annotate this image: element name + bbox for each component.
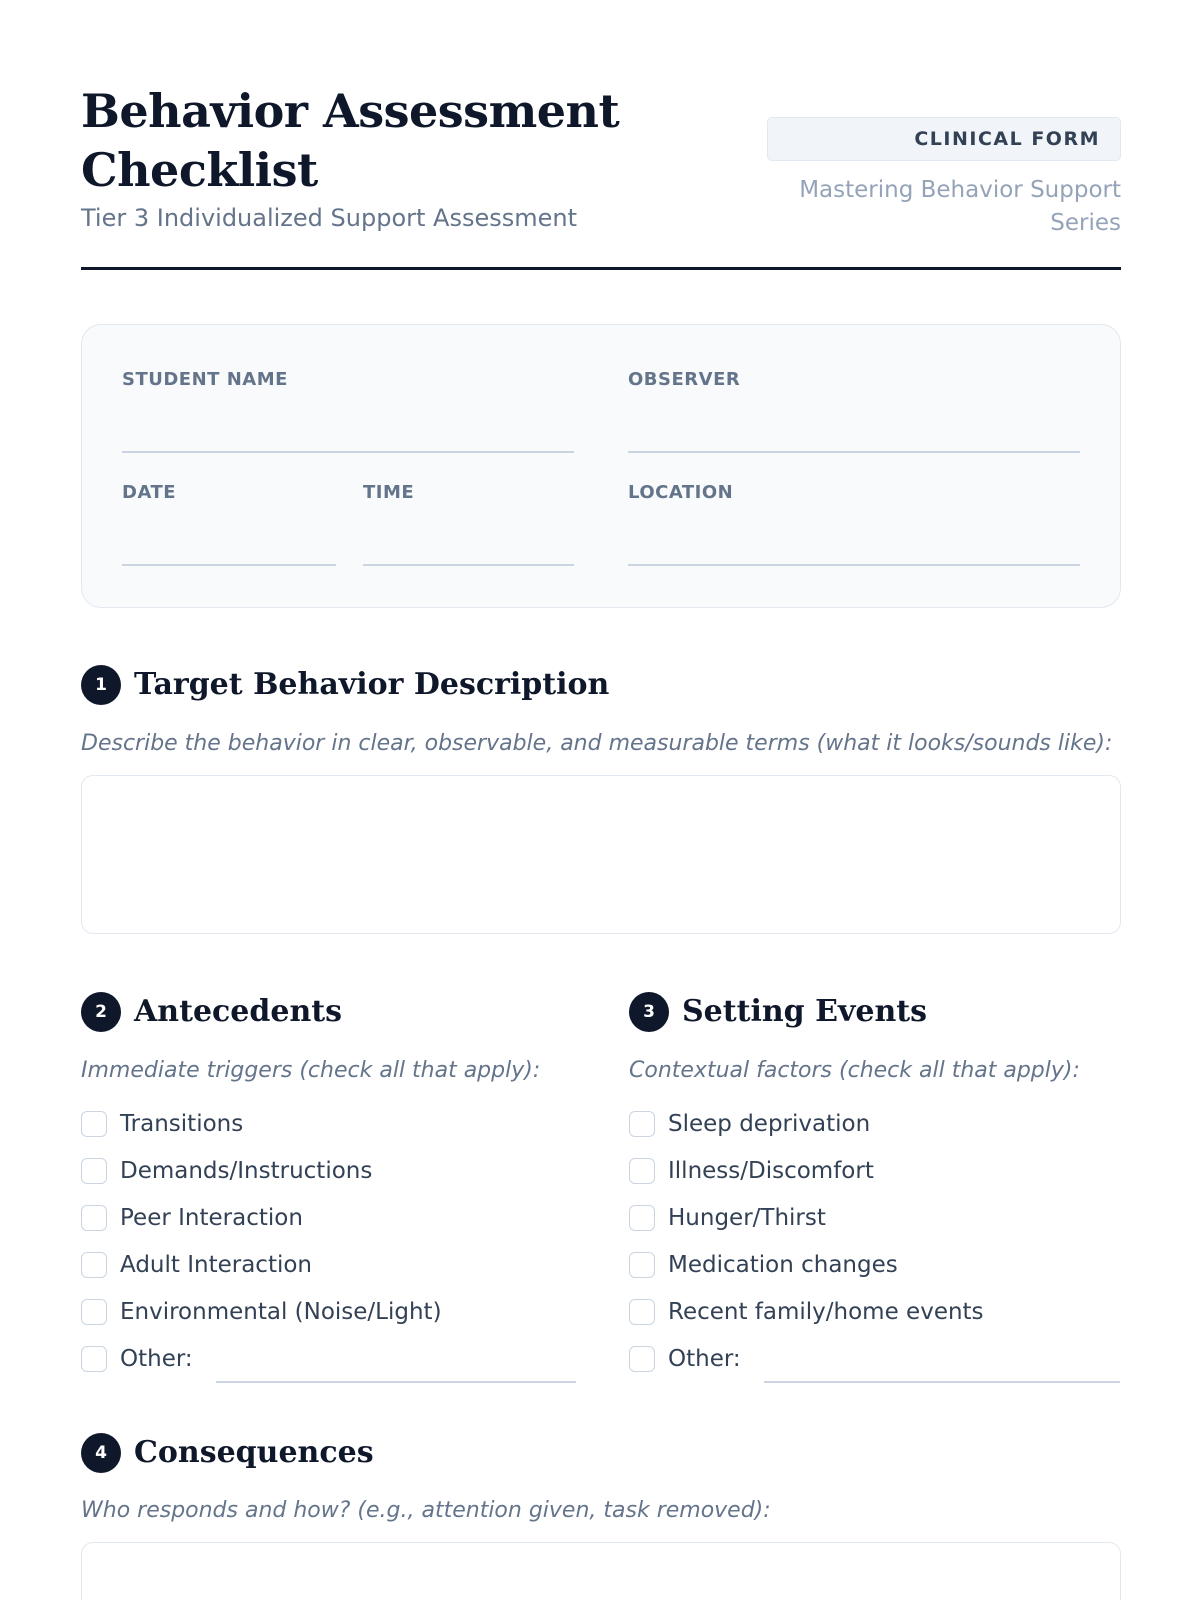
section-title: Target Behavior Description: [134, 667, 610, 702]
consequences-prompt: Who responds and how? (e.g., attention given, task removed):: [81, 1498, 771, 1523]
list-item[interactable]: [629, 1345, 1125, 1373]
list-item[interactable]: [629, 1157, 1125, 1185]
checkbox-label: Medication changes: [668, 1252, 898, 1278]
checkbox[interactable]: [81, 1205, 107, 1231]
checkbox[interactable]: [81, 1158, 107, 1184]
checkbox[interactable]: [81, 1346, 107, 1372]
section-target-behavior: [81, 665, 1121, 707]
section-title: Setting Events: [682, 994, 928, 1029]
student-name-label: STUDENT NAME: [122, 369, 288, 390]
checkbox-label: Environmental (Noise/Light): [120, 1299, 442, 1325]
checkbox[interactable]: [629, 1205, 655, 1231]
observer-field[interactable]: [628, 451, 1080, 453]
form-subtitle: Tier 3 Individualized Support Assessment: [81, 204, 577, 232]
list-item[interactable]: [629, 1110, 1125, 1138]
checkbox-label: Demands/Instructions: [120, 1158, 373, 1184]
other-text-field[interactable]: [764, 1381, 1120, 1383]
target-behavior-textarea[interactable]: [81, 775, 1121, 934]
list-item[interactable]: [81, 1204, 577, 1232]
checkbox-label: Adult Interaction: [120, 1252, 313, 1278]
section-title: Antecedents: [134, 994, 343, 1029]
setting-events-prompt: Contextual factors (check all that apply):: [629, 1058, 1080, 1083]
location-label: LOCATION: [628, 482, 734, 503]
list-item[interactable]: [629, 1251, 1125, 1279]
checkbox[interactable]: [81, 1111, 107, 1137]
section-antecedents: [81, 992, 577, 1034]
section-number: 4: [81, 1433, 121, 1473]
checkbox-label: Illness/Discomfort: [668, 1158, 874, 1184]
list-item[interactable]: [81, 1157, 577, 1185]
section-number: 2: [81, 992, 121, 1032]
checkbox[interactable]: [629, 1346, 655, 1372]
observer-label: OBSERVER: [628, 369, 741, 390]
checkbox[interactable]: [81, 1299, 107, 1325]
section-consequences: [81, 1433, 1121, 1475]
checkbox-label: Transitions: [120, 1111, 244, 1137]
section-number: 3: [629, 992, 669, 1032]
checkbox[interactable]: [629, 1111, 655, 1137]
checkbox[interactable]: [629, 1299, 655, 1325]
checkbox-label: Sleep deprivation: [668, 1111, 871, 1137]
section-number: 1: [81, 665, 121, 705]
clinical-form-badge: CLINICAL FORM: [767, 117, 1121, 161]
checkbox-label: Hunger/Thirst: [668, 1205, 826, 1231]
time-label: TIME: [363, 482, 415, 503]
consequences-textarea[interactable]: [81, 1542, 1121, 1600]
form-header: [81, 82, 1121, 270]
checkbox-label: Peer Interaction: [120, 1205, 303, 1231]
section-setting-events: [629, 992, 1121, 1034]
list-item[interactable]: [629, 1204, 1125, 1232]
checkbox[interactable]: [81, 1252, 107, 1278]
date-label: DATE: [122, 482, 177, 503]
series-name: Mastering Behavior Support Series: [799, 177, 1121, 236]
list-item[interactable]: [81, 1298, 577, 1326]
form-title: Behavior Assessment Checklist: [81, 84, 620, 197]
checkbox-label: Recent family/home events: [668, 1299, 984, 1325]
checkbox-label: Other:: [668, 1346, 741, 1372]
antecedents-prompt: Immediate triggers (check all that apply):: [81, 1058, 541, 1083]
header-divider: [81, 267, 1121, 270]
time-field[interactable]: [363, 564, 574, 566]
location-field[interactable]: [628, 564, 1080, 566]
other-text-field[interactable]: [216, 1381, 576, 1383]
student-info-card: [81, 324, 1121, 608]
list-item[interactable]: [81, 1345, 577, 1373]
student-name-field[interactable]: [122, 451, 574, 453]
list-item[interactable]: [81, 1251, 577, 1279]
target-behavior-prompt: Describe the behavior in clear, observable, and measurable terms (what it looks/sounds like):: [81, 731, 1113, 756]
date-field[interactable]: [122, 564, 336, 566]
checkbox[interactable]: [629, 1158, 655, 1184]
checkbox[interactable]: [629, 1252, 655, 1278]
list-item[interactable]: [629, 1298, 1125, 1326]
section-title: Consequences: [134, 1435, 374, 1470]
checkbox-label: Other:: [120, 1346, 193, 1372]
list-item[interactable]: [81, 1110, 577, 1138]
